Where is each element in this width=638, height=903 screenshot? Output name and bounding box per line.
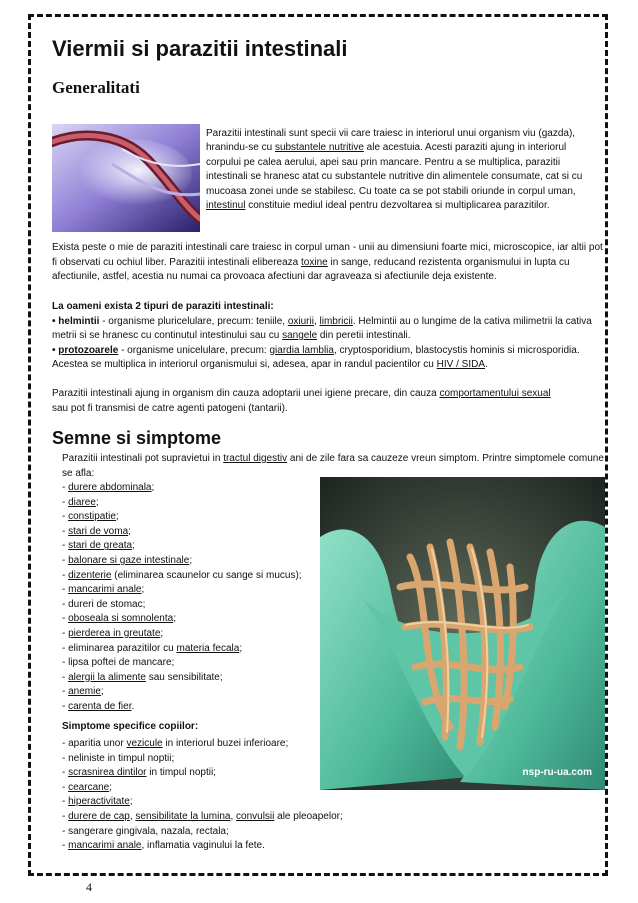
link-tractul-digestiv[interactable]: tractul digestiv [223,453,288,464]
list-item: - mancarimi anale; [62,584,145,596]
list-item-text: ; [109,781,113,793]
section-subtitle: Generalitati [52,78,140,97]
list-item: - scrasnirea dintilor in timpul noptii; [62,767,216,779]
list-item-link[interactable]: convulsii [236,810,275,822]
paragraph-types [52,300,608,373]
section-heading-symptoms: Semne si simptome [52,428,222,448]
list-item-text: ; [239,642,243,654]
list-item-text: sangerare gingivala, nazala, rectala; [68,825,229,837]
list-item: - durere abdominala; [62,482,155,493]
list-item-text: ; [189,554,193,566]
list-item-link[interactable]: vezicule [126,738,163,749]
list-item: - durere de cap, sensibilitate la lumina, convulsii ale pleoapelor; [62,810,343,822]
list-item-link[interactable]: durere abdominala [68,482,152,493]
list-item-link[interactable]: cearcane [68,781,110,793]
list-item-link[interactable]: sensibilitate la lumina [135,810,231,822]
link-protozoarele[interactable]: protozoarele [58,344,119,356]
list-item: - balonare si gaze intestinale; [62,554,193,566]
children-symptoms-list [62,737,343,854]
children-symptoms-heading: Simptome specifice copiilor: [62,721,199,732]
list-item-link[interactable]: pierderea in greutate [68,627,161,639]
list-item: - stari de greata; [62,540,135,552]
list-item-text: ; [129,796,133,808]
list-item-link[interactable]: durere de cap [68,810,130,822]
list-item-link[interactable]: scrasnirea dintilor [68,767,147,779]
list-item-text: aparitia unor [68,738,127,749]
list-item-link[interactable]: balonare si gaze intestinale [68,554,190,566]
list-item-text: neliniste in timpul noptii; [68,752,175,764]
page-title: Viermii si parazitii intestinali [52,36,348,61]
list-item: - anemie; [62,686,104,698]
watermark: nsp-ru-ua.com [522,767,592,778]
link-giardia-lamblia[interactable]: giardia lamblia [269,344,334,356]
link-limbricii[interactable]: limbricii [319,315,353,327]
link-intestinul[interactable]: intestinul [206,200,246,212]
list-item-text: ; [115,511,119,523]
list-item: - stari de voma; [62,525,131,537]
list-item-text: lipsa poftei de mancare; [68,657,175,669]
list-item-link[interactable]: dizenterie [68,569,112,581]
list-item-link[interactable]: alergii la alimente [68,671,146,683]
list-item-text: ; [160,627,164,639]
list-item: - pierderea in greutate; [62,627,164,639]
list-item-link[interactable]: stari de voma [68,525,129,537]
link-comportamentului-sexual[interactable]: comportamentului sexual [439,388,551,399]
list-item-text: , [230,810,237,822]
list-item-text: ; [128,525,131,537]
list-item: - dizenterie (eliminarea scaunelor cu sange si mucus); [62,569,302,581]
list-item: - hiperactivitate; [62,796,133,808]
protozoare-item: • protozoarele - organisme unicelulare, precum: giardia lamblia, cryptosporidium, blastocystis hominis si microsporidia. Acestea se multiplica in interiorul organismului si, adesea, apar in randul pacientilor cu HIV / SIDA. [52,344,580,371]
symptoms-intro: Parazitii intestinali pot supravietui in tractul digestiv ani de zile fara sa cauzeze vreun simptom. Printre simptomele comune se afla: [62,453,604,479]
list-item-link[interactable]: constipatie [68,511,116,523]
list-item-link[interactable]: carenta de fier [68,700,132,712]
link-substantele-nutritive[interactable]: substantele nutritive [274,142,364,154]
list-item-link[interactable]: oboseala si somnolenta [68,613,174,625]
page-number: 4 [86,880,92,894]
list-item: - neliniste in timpul noptii; [62,752,175,764]
list-item-text: ale pleoapelor; [274,810,343,822]
symptoms-list [62,481,302,715]
list-item-text: ; [141,584,145,596]
list-item-link[interactable]: stari de greata [68,540,133,552]
list-item-text: dureri de stomac; [68,598,146,610]
list-item-text: , [129,810,136,822]
list-item: - carenta de fier. [62,700,135,712]
paragraph-transmission: Parazitii intestinali ajung in organism din cauza adoptarii unei igiene precare, din cauza comportamentului sexual sau pot fi transmisi de catre agenti patogeni (tantarii). [52,388,551,414]
intro-paragraph: Parazitii intestinali sunt specii vii care traiesc in interiorul unui organism viu (gazda), hranindu-se cu substantele nutritive ale acestuia. Acesti paraziti ajung in interiorul corpului pe calea aerului, apei sau prin mancare. Pentru a se multiplica, parazitii intestinali se hranesc atat cu substantele nutritive din alimentele consumate, cat si cu mucoasa zonei unde se stabilesc. Cu toate ca se pot stabili oriunde in corpul uman, intestinul constituie mediul ideal pentru dezvoltarea si multiplicarea parazitilor. [206,128,583,212]
paragraph-paraziti: Exista peste o mie de paraziti intestinali care traiesc in corpul uman - unii au dimensiuni foarte mici, microscopice, iar altii pot fi observati cu ochiul liber. Parazitii intestinali elibereaza toxine in sange, reducand rezistenta organismului in lupta cu afectiunile, astfel, acestia nu numai ca provoaca afectiuni dar agraveaza si afectiunile deja existente. [52,242,603,283]
list-item-link[interactable]: anemie [68,686,101,698]
link-sangele[interactable]: sangele [282,330,318,342]
list-item-text: ; [95,496,99,508]
helminti-item: • helmintii - organisme pluricelulare, precum: teniile, oxiurii, limbricii. Helmintii au o lungime de la cativa milimetrii la cativa metrii si se hranesc cu continutul intestinului sau cu sangele din peretii intestinali. [52,315,592,342]
list-item: - oboseala si somnolenta; [62,613,176,625]
list-item-text: ; [132,540,135,552]
list-item-text: in interiorul buzei inferioare; [162,738,289,749]
list-item: - diaree; [62,496,99,508]
list-item-text: in timpul noptii; [146,767,216,779]
link-oxiurii[interactable]: oxiurii [287,315,314,327]
link-hiv-sida[interactable]: HIV / SIDA [436,359,486,371]
list-item-text: (eliminarea scaunelor cu sange si mucus); [111,569,302,581]
list-item: - aparitia unor vezicule in interiorul buzei inferioare; [62,738,289,749]
list-item-link[interactable]: mancarimi anale [68,584,142,596]
types-heading: La oameni exista 2 tipuri de paraziti intestinali: [52,301,274,312]
list-item-text: , inflamatia vaginului la fete. [141,840,265,852]
list-item-text: ; [151,482,155,493]
list-item: - sangerare gingivala, nazala, rectala; [62,825,229,837]
list-item: - lipsa poftei de mancare; [62,657,175,669]
list-item-link[interactable]: mancarimi anale [68,840,142,852]
list-item-text: ; [100,686,104,698]
worms-in-gloves-photo [320,477,605,790]
list-item: - eliminarea parazitilor cu materia fecala; [62,642,243,654]
list-item: - alergii la alimente sau sensibilitate; [62,671,223,683]
list-item-link[interactable]: hiperactivitate [68,796,130,808]
list-item-text: eliminarea parazitilor cu [68,642,177,654]
list-item-link[interactable]: materia fecala [176,642,240,654]
list-item-text: sau sensibilitate; [145,671,223,683]
list-item: - cearcane; [62,781,113,793]
list-item-text: . [131,700,135,712]
list-item-link[interactable]: diaree [68,496,96,508]
worm-illustration-image [52,124,200,232]
link-toxine[interactable]: toxine [301,256,328,268]
list-item-text: ; [173,613,176,625]
list-item: - dureri de stomac; [62,598,146,610]
list-item: - mancarimi anale, inflamatia vaginului la fete. [62,840,265,852]
list-item: - constipatie; [62,511,119,523]
